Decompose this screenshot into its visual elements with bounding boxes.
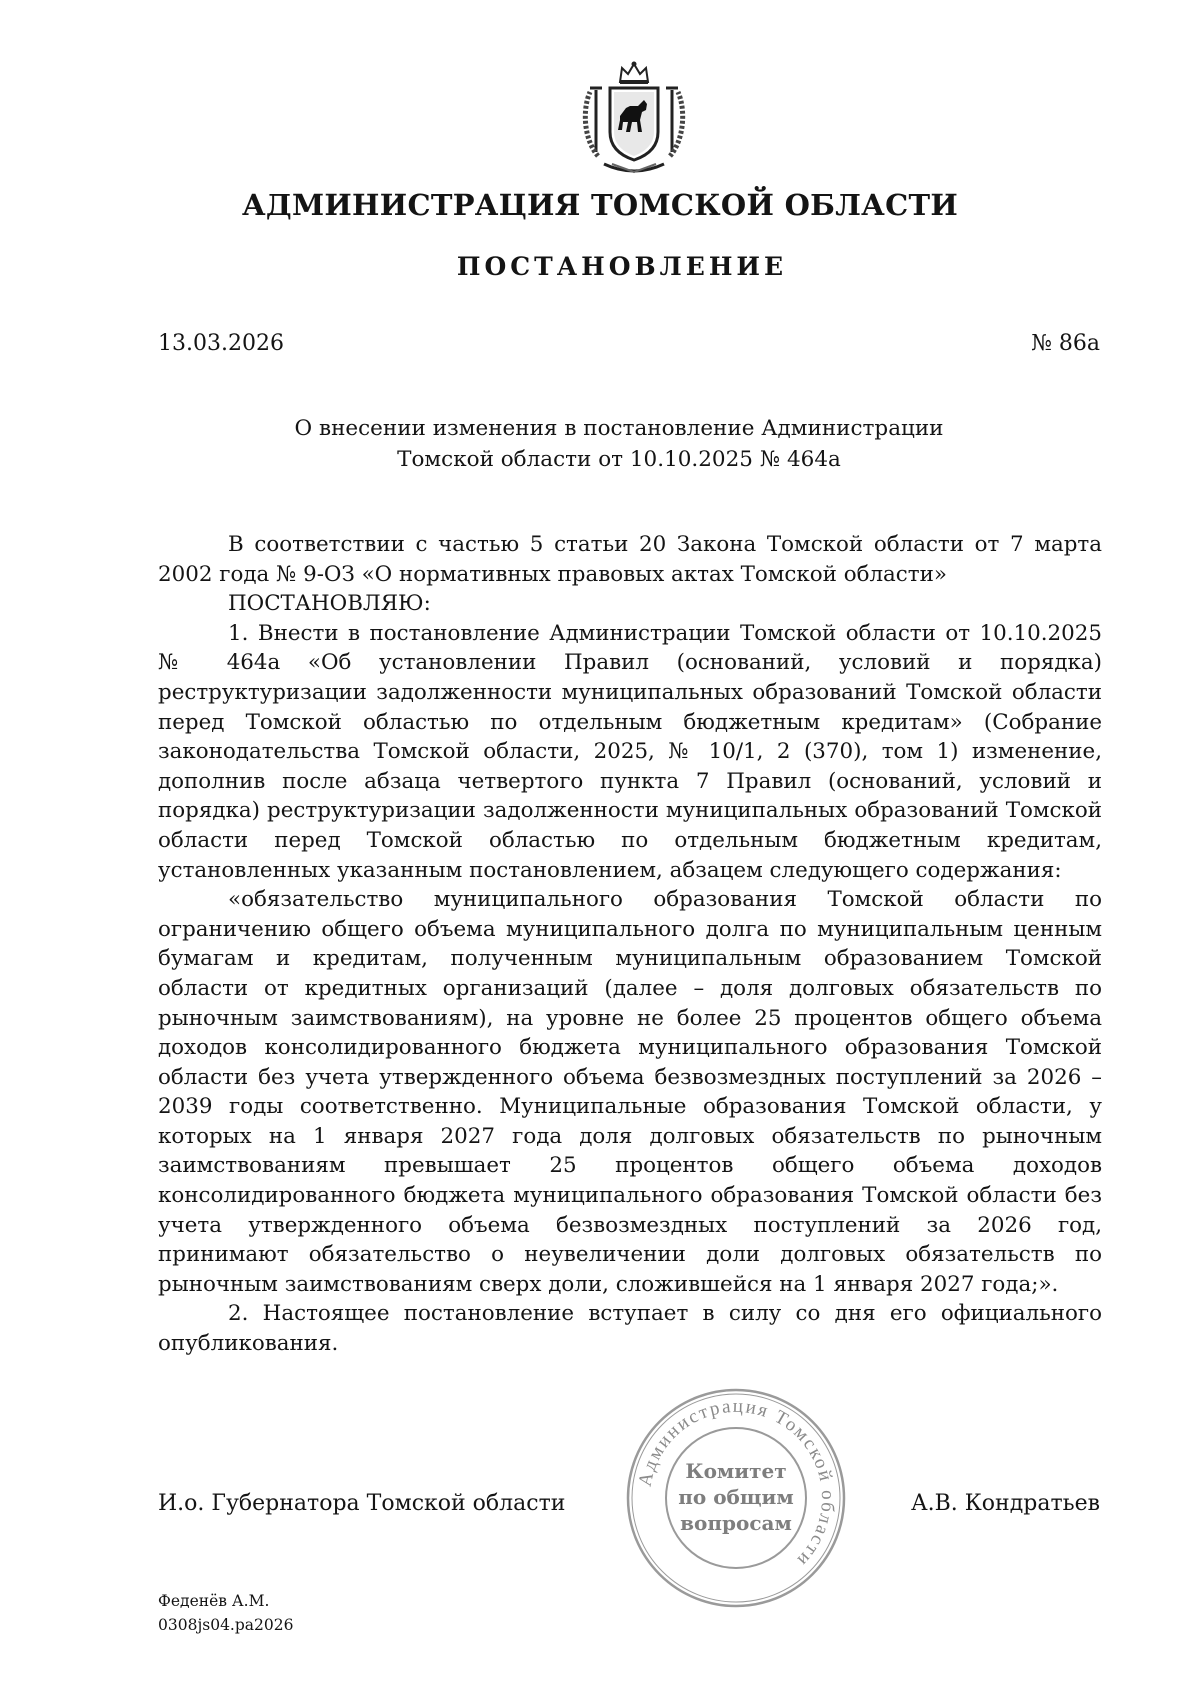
document-date: 13.03.2026 [158, 331, 284, 356]
subject-line: Томской области от 10.10.2025 № 464а [397, 447, 841, 472]
signatory-role: И.о. Губернатора Томской области [158, 1491, 566, 1516]
stamp-line-1: Комитет [685, 1459, 787, 1483]
document-type-title: ПОСТАНОВЛЕНИЕ [456, 252, 788, 281]
item-2-paragraph: 2. Настоящее постановление вступает в силу со дня его официального опубликования. [158, 1301, 1102, 1357]
stamp-ring-text: Администрация Томской области [634, 1395, 839, 1572]
document-footer [158, 1589, 293, 1637]
organization-title: АДМИНИСТРАЦИЯ ТОМСКОЙ ОБЛАСТИ [241, 188, 959, 222]
document-number: № 86а [1031, 331, 1100, 356]
subject-line: О внесении изменения в постановление Администрации [294, 416, 944, 441]
footer-code: 0308js04.pa2026 [158, 1616, 294, 1634]
signatory-name: А.В. Кондратьев [910, 1491, 1100, 1516]
footer-author: Феденёв А.М. [158, 1592, 270, 1610]
preamble-paragraph: В соответствии с частью 5 статьи 20 Закона Томской области от 7 марта 2002 года № 9-ОЗ «О нормативных правовых актах Томской области» [158, 532, 1102, 587]
document-subject [260, 413, 978, 475]
stamp-line-2: по общим [678, 1485, 794, 1509]
resolve-paragraph: ПОСТАНОВЛЯЮ: [228, 591, 431, 617]
tomsk-oblast-coat-of-arms-icon [576, 60, 692, 178]
stamp-line-3: вопросам [680, 1511, 792, 1535]
document-body [158, 530, 1102, 1359]
quoted-paragraph: «обязательство муниципального образования Томской области по ограничению общего объема муниципального долга по муниципальным ценным бумагам и кредитам, полученным муниципальным образованием Томской области от кредитных организаций (далее – доля долговых обязательств по рыночным заимствованиям), на уровне не более 25 процентов общего объема доходов консолидированного бюджета муниципального образования Томской области без учета утвержденного объема безвозмездных поступлений за 2026 – 2039 годы соответственно. Муниципальные образования Томской области, у которых на 1 января 2027 года доля долговых обязательств по рыночным заимствованиям превышает 25 процентов общего объема доходов консолидированного бюджета муниципального образования Томской области без учета утвержденного объема безвозмездных поступлений за 2026 год, принимают обязательство о неувеличении доли долговых обязательств по рыночным заимствованиям сверх доли, сложившейся на 1 января 2027 года;». [158, 887, 1102, 1297]
official-stamp [623, 1385, 849, 1611]
item-1-paragraph: 1. Внести в постановление Администрации Томской области от 10.10.2025 № 464а «Об установлении Правил (оснований, условий и порядка) реструктуризации задолженности муниципальных образований Томской области перед Томской областью по отдельным бюджетным кредитам» (Собрание законодательства Томской области, 2025, № 10/1, 2 (370), том 1) изменение, дополнив после абзаца четвертого пункта 7 Правил (оснований, условий и порядка) реструктуризации задолженности муниципальных образований Томской области перед Томской областью по отдельным бюджетным кредитам, установленных указанным постановлением, абзацем следующего содержания: [158, 620, 1102, 883]
